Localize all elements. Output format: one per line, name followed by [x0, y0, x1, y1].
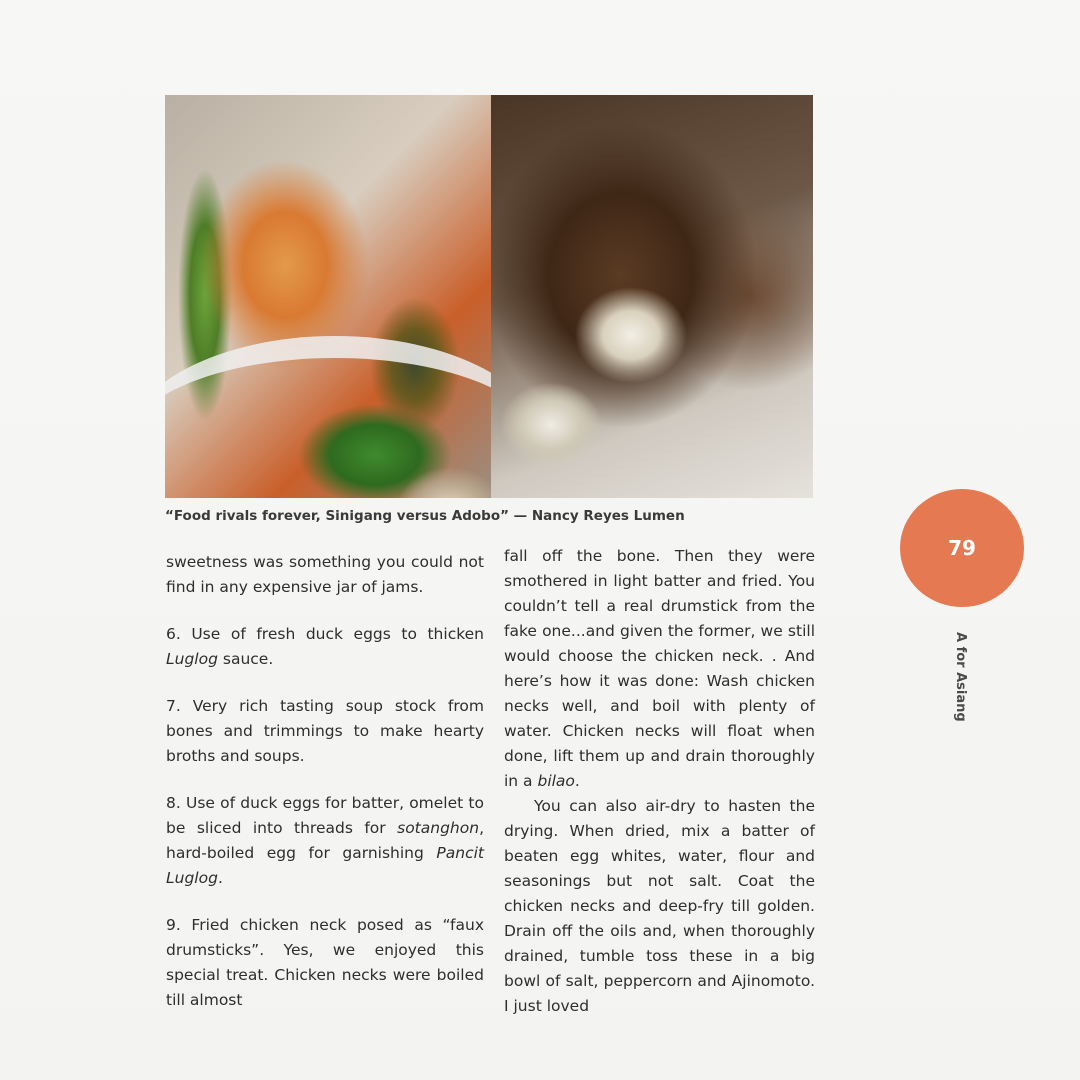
paragraph-chicken-necks-text: fall off the bone. Then they were smothered in light batter and fried. You couldn’t tell a real drumstick from the fake one...and given the former, we still would choose the chicken neck. . And here’s how it was done: Wash chicken necks well, and boil with plenty of water. Chicken necks will float when done, lift them up and drain thoroughly in a	[504, 547, 815, 790]
photo-caption: “Food rivals forever, Sinigang versus Adobo” — Nancy Reyes Lumen	[165, 508, 685, 524]
food-photo	[165, 95, 813, 498]
left-column	[166, 550, 484, 1013]
paragraph-chicken-necks-italic: bilao	[537, 772, 575, 790]
list-item-6-end: sauce.	[217, 650, 274, 668]
list-item-8	[166, 791, 484, 891]
list-item-8-end: .	[217, 869, 223, 887]
list-item-6-italic: Luglog	[166, 650, 218, 668]
paragraph-sweetness: sweetness was something you could not find in any expensive jar of jams.	[166, 553, 484, 596]
page-number-badge	[900, 489, 1024, 607]
right-column	[504, 544, 815, 1019]
list-item-8-italic-1: sotanghon	[397, 819, 480, 837]
paragraph-chicken-necks	[504, 544, 815, 794]
list-item-9: 9. Fried chicken neck posed as “faux drumsticks”. Yes, we enjoyed this special treat. Chicken necks were boiled till almost	[166, 916, 484, 1009]
list-item-8-italic-2: Pancit Luglog	[166, 844, 484, 887]
adobo-photo	[491, 95, 813, 498]
page-number: 79	[948, 536, 976, 560]
list-item-6-text: 6. Use of fresh duck eggs to thicken	[166, 625, 484, 643]
list-item-7: 7. Very rich tasting soup stock from bones and trimmings to make hearty broths and soups.	[166, 697, 484, 765]
running-head: A for Asiang	[953, 632, 968, 722]
sinigang-photo	[165, 95, 491, 498]
list-item-8-text: 8. Use of duck eggs for batter, omelet to be sliced into threads for	[166, 794, 484, 837]
list-item-8-mid: , hard-boiled egg for garnishing	[166, 819, 484, 862]
list-item-6	[166, 622, 484, 672]
paragraph-chicken-necks-end: .	[574, 772, 580, 790]
paragraph-air-dry: You can also air-dry to hasten the drying. When dried, mix a batter of beaten egg whites, water, flour and seasonings but not salt. Coat the chicken necks and deep-fry till golden. Drain off the oils and, when thoroughly drained, tumble toss these in a big bowl of salt, peppercorn and Ajinomoto. I just loved	[504, 797, 815, 1015]
